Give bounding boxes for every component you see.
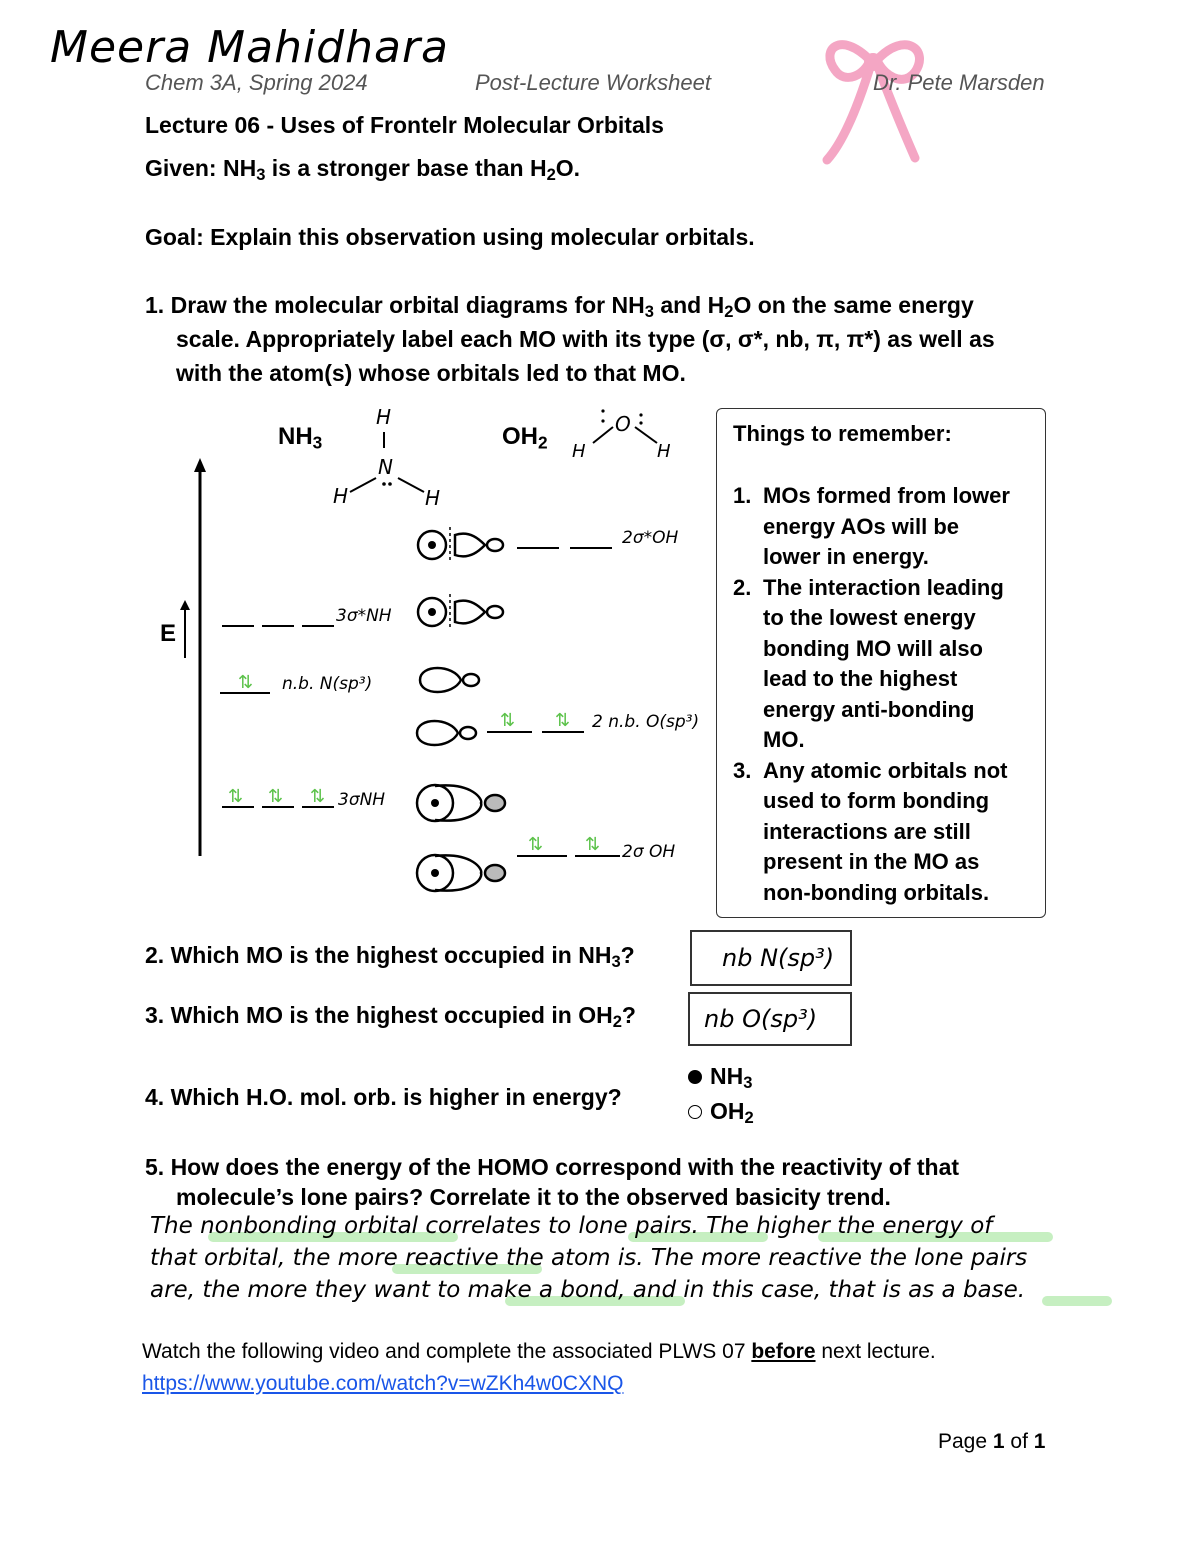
remember-box <box>716 408 1046 918</box>
student-name: Meera Mahidhara <box>50 22 450 73</box>
remember-item-line: non-bonding orbitals. <box>763 879 990 905</box>
mo-level-sigma-star-nh-2 <box>262 625 294 627</box>
mo-level-sigma-star-oh-1 <box>517 547 559 549</box>
mo-label-sigma-star-nh: 3σ*NH <box>336 606 392 626</box>
remember-item-number: 3. <box>733 757 752 783</box>
answer-box-q3[interactable] <box>688 992 852 1046</box>
remember-item-line: 1. MOs formed from lower <box>733 481 1010 512</box>
header-course: Chem 3A, Spring 2024 <box>145 70 368 95</box>
answer-line: The nonbonding orbital correlates to lone pairs. The higher the energy of <box>150 1213 993 1239</box>
remember-item-line: energy AOs will be <box>763 513 960 539</box>
orbital-sketch-sigma-oh <box>413 850 513 896</box>
remember-item-line: present in the MO as <box>763 849 980 874</box>
watch-instruction: Watch the following video and complete the associated PLWS 07 before next lecture. <box>142 1340 936 1363</box>
remember-item-line: bonding MO will also <box>763 635 983 661</box>
mo-label-nb-n: n.b. N(sp³) <box>282 674 373 694</box>
electron-pair-sigma-nh-1: ⇅ <box>228 786 244 807</box>
video-link[interactable]: https://www.youtube.com/watch?v=wZKh4w0CXNQ <box>142 1372 624 1395</box>
orbital-sketch-sigma-star-nh <box>415 592 510 632</box>
mo-label-sigma-oh: 2σ OH <box>622 842 676 862</box>
remember-item-line: interactions are still <box>763 818 971 844</box>
remember-item-number: 2. <box>733 574 752 600</box>
mo-label-sigma-nh: 3σNH <box>338 790 386 810</box>
mo-level-nb-o-1 <box>487 731 532 733</box>
header-worksheet: Post-Lecture Worksheet <box>475 70 711 95</box>
oh2-label: $OH_2$ <box>502 423 548 453</box>
electron-pair-sigma-oh-1: ⇅ <box>528 834 544 855</box>
goal-statement: Goal: Explain this observation using molecular orbitals. <box>145 224 755 250</box>
highlight-base <box>1042 1296 1112 1306</box>
header-instructor: Dr. Pete Marsden <box>873 70 1045 95</box>
mo-level-nb-o-2 <box>542 731 584 733</box>
mo-label-nb-o: 2 n.b. O(sp³) <box>592 712 700 732</box>
mo-label-sigma-star-oh: 2σ*OH <box>622 528 679 548</box>
question-4: 4. Which H.O. mol. orb. is higher in energy? <box>145 1084 622 1110</box>
remember-item-line: to the lowest energy <box>763 605 976 630</box>
radio-selected-icon <box>688 1070 702 1084</box>
mo-diagram <box>0 0 720 920</box>
question-2: 2. Which MO is the highest occupied in $NH_3$? <box>145 942 635 972</box>
remember-item-line: used to form bonding <box>763 788 990 813</box>
energy-axis-label: E <box>160 620 177 647</box>
mo-level-sigma-star-nh-3 <box>302 625 334 627</box>
q4-option-oh2[interactable]: $OH_2$ <box>688 1098 754 1125</box>
nh3-atom-h-top: H <box>376 405 392 429</box>
ribbon-bow-icon <box>815 30 935 170</box>
orbital-sketch-nb-o <box>412 717 482 749</box>
q5-handwritten-answer <box>150 1210 1027 1306</box>
answer-q3: nb O(sp³) <box>704 1005 818 1033</box>
question-1: 1. Draw the molecular orbital diagrams for $NH_3$ and $H_2O$ on the same energy scale. Appropriately label each MO with its type (σ, σ*, nb, π, π*) as well as with the atom(s) whose orbitals led to that MO. <box>145 292 995 386</box>
nh3-atom-n: N <box>378 455 393 479</box>
answer-box-q2[interactable] <box>690 930 852 986</box>
page-title: Lecture 06 - Uses of Frontelr Molecular Orbitals <box>145 112 664 138</box>
radio-unselected-icon <box>688 1105 702 1119</box>
mo-level-sigma-oh-1 <box>517 855 567 857</box>
nh3-label: $NH_3$ <box>278 423 323 453</box>
question-5: 5. How does the energy of the HOMO correspond with the reactivity of that molecule’s lone pairs? Correlate it to the observed basicity trend. <box>145 1154 960 1210</box>
remember-item-line: lead to the highest <box>763 666 958 691</box>
remember-item-number: 1. <box>733 483 752 508</box>
energy-axis-arrow <box>190 458 210 858</box>
electron-pair-sigma-nh-2: ⇅ <box>268 786 284 807</box>
remember-item-line: 2. The interaction leading <box>733 573 1010 604</box>
electron-pair-sigma-nh-3: ⇅ <box>310 786 326 807</box>
orbital-sketch-sigma-nh <box>413 780 513 826</box>
orbital-sketch-nb-n <box>415 664 485 696</box>
mo-level-sigma-star-oh-2 <box>570 547 612 549</box>
nh3-atom-h-left: H <box>333 484 349 508</box>
remember-title: Things to remember: <box>733 421 952 446</box>
question-3: 3. Which MO is the highest occupied in $OH_2$? <box>145 1002 636 1032</box>
electron-pair-nb-n: ⇅ <box>238 672 254 693</box>
orbital-sketch-sigma-star-oh <box>415 525 510 565</box>
remember-item-line: MO. <box>763 727 805 752</box>
answer-line: are, the more they want to make a bond, and in this case, that is as a base. <box>150 1277 1026 1303</box>
oh2-atom-h-left: H <box>572 441 586 462</box>
energy-small-arrow-icon <box>178 600 192 660</box>
q4-option-nh3[interactable]: $NH_3$ <box>688 1063 752 1090</box>
given-statement: Given: $NH_3$ is a stronger base than $H_2O$. <box>145 155 581 185</box>
oh2-atom-o: O <box>615 412 631 436</box>
remember-item-line: energy anti-bonding <box>763 696 975 722</box>
answer-line: that orbital, the more reactive the atom is. The more reactive the lone pairs <box>150 1245 1028 1271</box>
mo-level-sigma-star-nh-1 <box>222 625 254 627</box>
electron-pair-nb-o-2: ⇅ <box>555 710 571 731</box>
mo-level-sigma-oh-2 <box>575 855 620 857</box>
answer-q2: nb N(sp³) <box>722 944 835 972</box>
oh2-atom-h-right: H <box>657 441 671 462</box>
electron-pair-nb-o-1: ⇅ <box>500 710 516 731</box>
nh3-atom-h-right: H <box>425 486 441 510</box>
page-number: Page 1 of 1 <box>938 1430 1046 1453</box>
remember-list <box>733 481 1010 908</box>
electron-pair-sigma-oh-2: ⇅ <box>585 834 601 855</box>
nh3-bond-top <box>383 432 385 448</box>
remember-item-line: 3. Any atomic orbitals not <box>733 756 1010 787</box>
remember-item-line: lower in energy. <box>763 544 929 569</box>
